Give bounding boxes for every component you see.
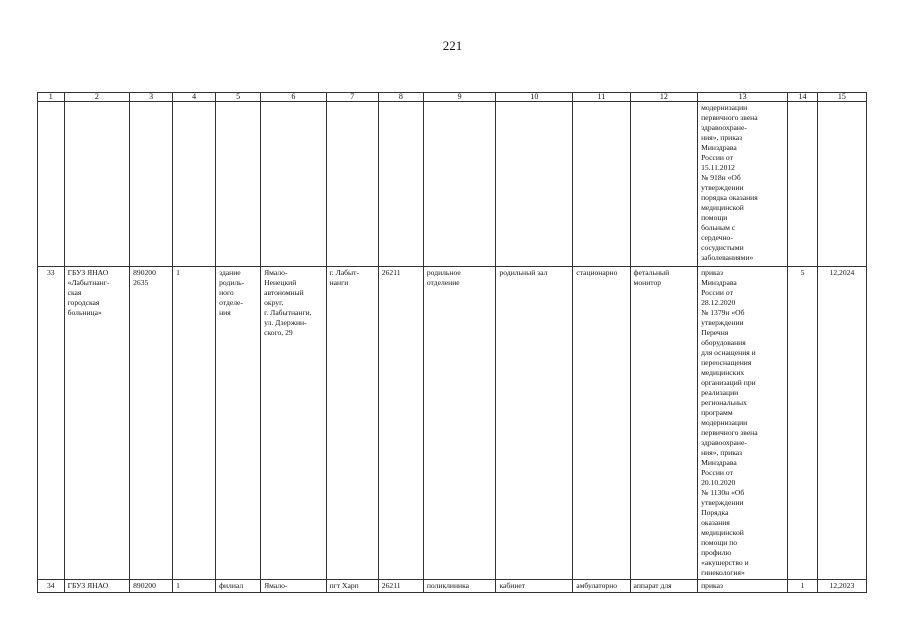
table-cell: приказ bbox=[698, 580, 788, 593]
table-cell bbox=[173, 102, 216, 267]
table-cell bbox=[64, 102, 130, 267]
table-row bbox=[38, 267, 867, 580]
table-cell: 1 bbox=[788, 580, 818, 593]
table-row bbox=[38, 102, 867, 267]
table-cell: 890200 2635 bbox=[130, 267, 173, 580]
table-cell bbox=[130, 102, 173, 267]
table-cell: ГБУЗ ЯНАО bbox=[64, 580, 130, 593]
table-cell: 26211 bbox=[378, 580, 423, 593]
column-header: 9 bbox=[423, 93, 496, 102]
table-cell bbox=[38, 102, 65, 267]
table-cell: 5 bbox=[788, 267, 818, 580]
table-cell: стационарно bbox=[573, 267, 630, 580]
column-header: 7 bbox=[326, 93, 378, 102]
column-header: 13 bbox=[698, 93, 788, 102]
table-cell bbox=[378, 102, 423, 267]
column-header: 12 bbox=[630, 93, 698, 102]
table-cell: 33 bbox=[38, 267, 65, 580]
column-header: 11 bbox=[573, 93, 630, 102]
equipment-table bbox=[37, 92, 867, 593]
table-cell: филиал bbox=[216, 580, 261, 593]
table-cell: Ямало- Ненецкий автономный округ, г. Лабытнанги, ул. Дзержин- ского, 29 bbox=[261, 267, 327, 580]
table-cell: пгт Харп bbox=[326, 580, 378, 593]
table-cell: приказ Минздрава России от 28.12.2020 № 1379н «Об утверждении Перечня оборудования для оснащения и переоснащения медицинских организаций при реализации региональных программ модернизации первичного звена здравоохране- ния», приказ Минздрава России от 20.10.2020 № 1130н «Об утверждении Порядка оказания медицинской помощи по профилю «акушерство и гинекология» bbox=[698, 267, 788, 580]
column-header: 8 bbox=[378, 93, 423, 102]
table-cell: кабинет bbox=[496, 580, 573, 593]
column-header: 15 bbox=[817, 93, 866, 102]
column-header: 2 bbox=[64, 93, 130, 102]
table-cell: 12,2024 bbox=[817, 267, 866, 580]
table-cell bbox=[216, 102, 261, 267]
column-header: 3 bbox=[130, 93, 173, 102]
table-cell: родильный зал bbox=[496, 267, 573, 580]
table-cell: 12,2023 bbox=[817, 580, 866, 593]
table-cell: Ямало- bbox=[261, 580, 327, 593]
column-header: 1 bbox=[38, 93, 65, 102]
table-cell: родильное отделение bbox=[423, 267, 496, 580]
column-header: 10 bbox=[496, 93, 573, 102]
table-cell: 1 bbox=[173, 580, 216, 593]
table-cell: поликлиника bbox=[423, 580, 496, 593]
table-cell: 26211 bbox=[378, 267, 423, 580]
table-cell: 34 bbox=[38, 580, 65, 593]
table-cell: модернизации первичного звена здравоохране- ния», приказ Минздрава России от 15.11.2012 № 918н «Об утверждении порядка оказания медицинской помощи больным с сердечно- сосудистыми заболеваниями» bbox=[698, 102, 788, 267]
column-header: 5 bbox=[216, 93, 261, 102]
column-header: 6 bbox=[261, 93, 327, 102]
table-cell: 1 bbox=[173, 267, 216, 580]
table-cell bbox=[326, 102, 378, 267]
table-cell bbox=[817, 102, 866, 267]
table-cell bbox=[423, 102, 496, 267]
table-cell bbox=[573, 102, 630, 267]
page-number: 221 bbox=[442, 38, 463, 53]
column-header-row bbox=[38, 93, 867, 102]
table-cell bbox=[261, 102, 327, 267]
table-cell: фетальный монитор bbox=[630, 267, 698, 580]
table-cell: здание родиль- ного отделе- ния bbox=[216, 267, 261, 580]
table-cell bbox=[788, 102, 818, 267]
table-cell: г. Лабыт- нанги bbox=[326, 267, 378, 580]
column-header: 4 bbox=[173, 93, 216, 102]
table-cell: аппарат для bbox=[630, 580, 698, 593]
table-cell: амбулаторно bbox=[573, 580, 630, 593]
table-cell: 890200 bbox=[130, 580, 173, 593]
table-cell: ГБУЗ ЯНАО «Лабытнанг- ская городская больница» bbox=[64, 267, 130, 580]
table-row bbox=[38, 580, 867, 593]
table-cell bbox=[630, 102, 698, 267]
table-cell bbox=[496, 102, 573, 267]
column-header: 14 bbox=[788, 93, 818, 102]
